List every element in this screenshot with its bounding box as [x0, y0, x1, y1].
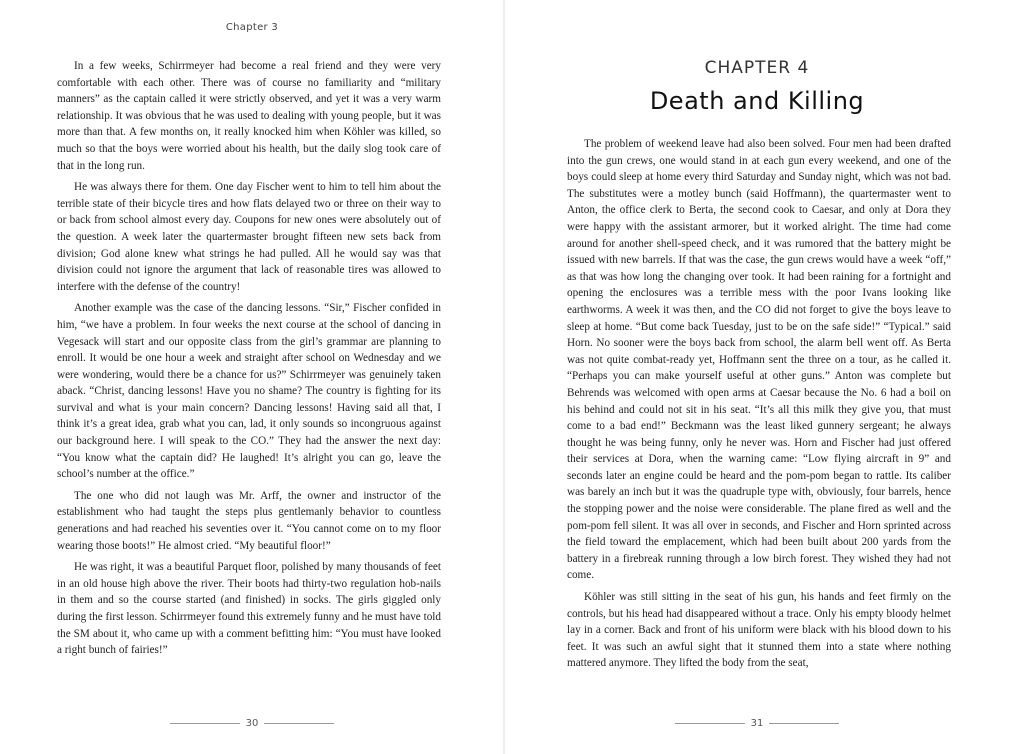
page-number: 31 [750, 718, 764, 729]
page-number-left [0, 718, 504, 729]
running-head: Chapter 3 [225, 22, 279, 33]
paragraph: The one who did not laugh was Mr. Arff, the owner and instructor of the establishment who had taught the steps plus gentlemanly behavior to countless generations and had reached his seventies over it. “You cannot come on to my floor wearing those boots!” He almost cried. “My beautiful floor!” [57, 489, 441, 552]
folio-rule [675, 723, 745, 724]
paragraph: He was always there for them. One day Fischer went to him to tell him about the terrible state of their bicycle tires and how flats delayed two or three on their way to or back from school almost every day. Coupons for new ones were absolutely out of the question. A week later the quartermaster brought fifteen new sets back from division; God alone knew what strings he had pulled. All he would say was that division could not ignore the argument that lack of reasonable tires was allowed to interfere with the defense of the country! [57, 181, 441, 293]
paragraph: The problem of weekend leave had also been solved. Four men had been drafted into the gun crews, one would stand in at each gun every weekend, and one of the boys could sleep at home every third Saturday and Sunday night, which was not bad. The substitutes were a motley bunch (said Hoffmann), the quartermaster went to Anton, the office clerk to Berta, the second cook to Caesar, and only at Dora they were happy with the assistant armorer, but it worked alright. The time had come around for another shell-speed check, and it was rumored that the battery might be issued with new barrels. If that was the case, the gun crews would have a week “off,” as that was how long the changing over took. It had been raining for a fortnight and opening the enclosures was a terrible mess with the poor Ivans looking like earthworms. A week it was then, and the CO did not forget to give the boys leave to sleep at home. “But come back Tuesday, just to be on the safe side!” “Typical.” said Horn. No sooner were the boys back from school, the alarm bell went off. As Berta was not quite combat-ready yet, Hoffmann sent the three on a tour, as he called it. “Perhaps you can make yourself useful at other guns.” Anton was complete but Behrends was welcomed with open arms at Caesar because the No. 6 had a boil on his behind and could not sit in his seat. “It’s all this milk they give you, that must come to a bad end!” Beckmann was the least liked gunnery sergeant; he always thought he was being funny, only he never was. Horn and Fischer had just offered their services at Dora, when the warning came: “Low flying aircraft in 9” and seconds later an engine could be heard and the pom-pom began to rattle. Its caliber was barely an inch but it was the quadruple type with, obviously, four barrels, hence the stopping power and the noise were considerable. The plane fired as well and the pom-pom fell silent. It was all over in seconds, and Fischer and Horn sprinted across the field toward the emplacement, which had been built about 200 yards from the battery in a firebreak running through a low birch forest. They wished they had not come. [567, 138, 951, 582]
folio-rule [170, 723, 240, 724]
left-page [0, 0, 504, 754]
paragraph: He was right, it was a beautiful Parquet floor, polished by many thousands of feet in an old house high above the river. Their boots had thirty-two regulation hob-nails in them and so the course started (and finished) in socks. The girls giggled only during the first lesson. Schirrmeyer found this extremely funny and he must have told the SM about it, who came up with a comment befitting him: “You must have looked a right bunch of fairies!” [57, 561, 441, 657]
left-page-body [57, 58, 441, 664]
paragraph: Another example was the case of the dancing lessons. “Sir,” Fischer confided in him, “we have a problem. In four weeks the next course at the school of dancing in Vegesack will start and our opposite class from the girl’s grammar are planning to enroll. It would be one hour a week and straight after school on Wednesday and we were wondering, would there be a chance for us?” Schirrmeyer was genuinely taken aback. “Christ, dancing lessons! Have you no shame? The country is fighting for its survival and what is your main concern? Dancing lessons! Having said all that, I think it’s a great idea, grab what you can, lad, it only sounds so incongruous against our background here. I will speak to the CO.” They had the answer the next day: “You know what the captain did? He laughed! It’s alright you can go, leave the school’s number at the office.” [57, 302, 441, 481]
right-page-body [567, 136, 951, 677]
right-page [505, 0, 1009, 754]
page-number-right [505, 718, 1009, 729]
chapter-title: Death and Killing [649, 87, 865, 115]
folio-rule [264, 723, 334, 724]
chapter-label: CHAPTER 4 [704, 58, 810, 78]
page-number: 30 [245, 718, 259, 729]
paragraph: In a few weeks, Schirrmeyer had become a real friend and they were very comfortable with each other. There was of course no familiarity and “military manners” as the captain called it were strictly observed, and yet it was a very warm relationship. It was obvious that he was used to dealing with young people, but it was more than that. A few months on, it really knocked him when Köhler was killed, so much so that the boys were worried about his health, but the daily slog took care of that in the long run. [57, 60, 441, 172]
paragraph: Köhler was still sitting in the seat of his gun, his hands and feet firmly on the controls, but his head had disappeared without a trace. Only his empty bloody helmet lay in a corner. Back and front of his uniform were black with his blood down to his feet. It was such an awful sight that it stunned them into a state where nothing mattered anymore. They lifted the body from the seat, [567, 591, 951, 670]
folio-rule [769, 723, 839, 724]
